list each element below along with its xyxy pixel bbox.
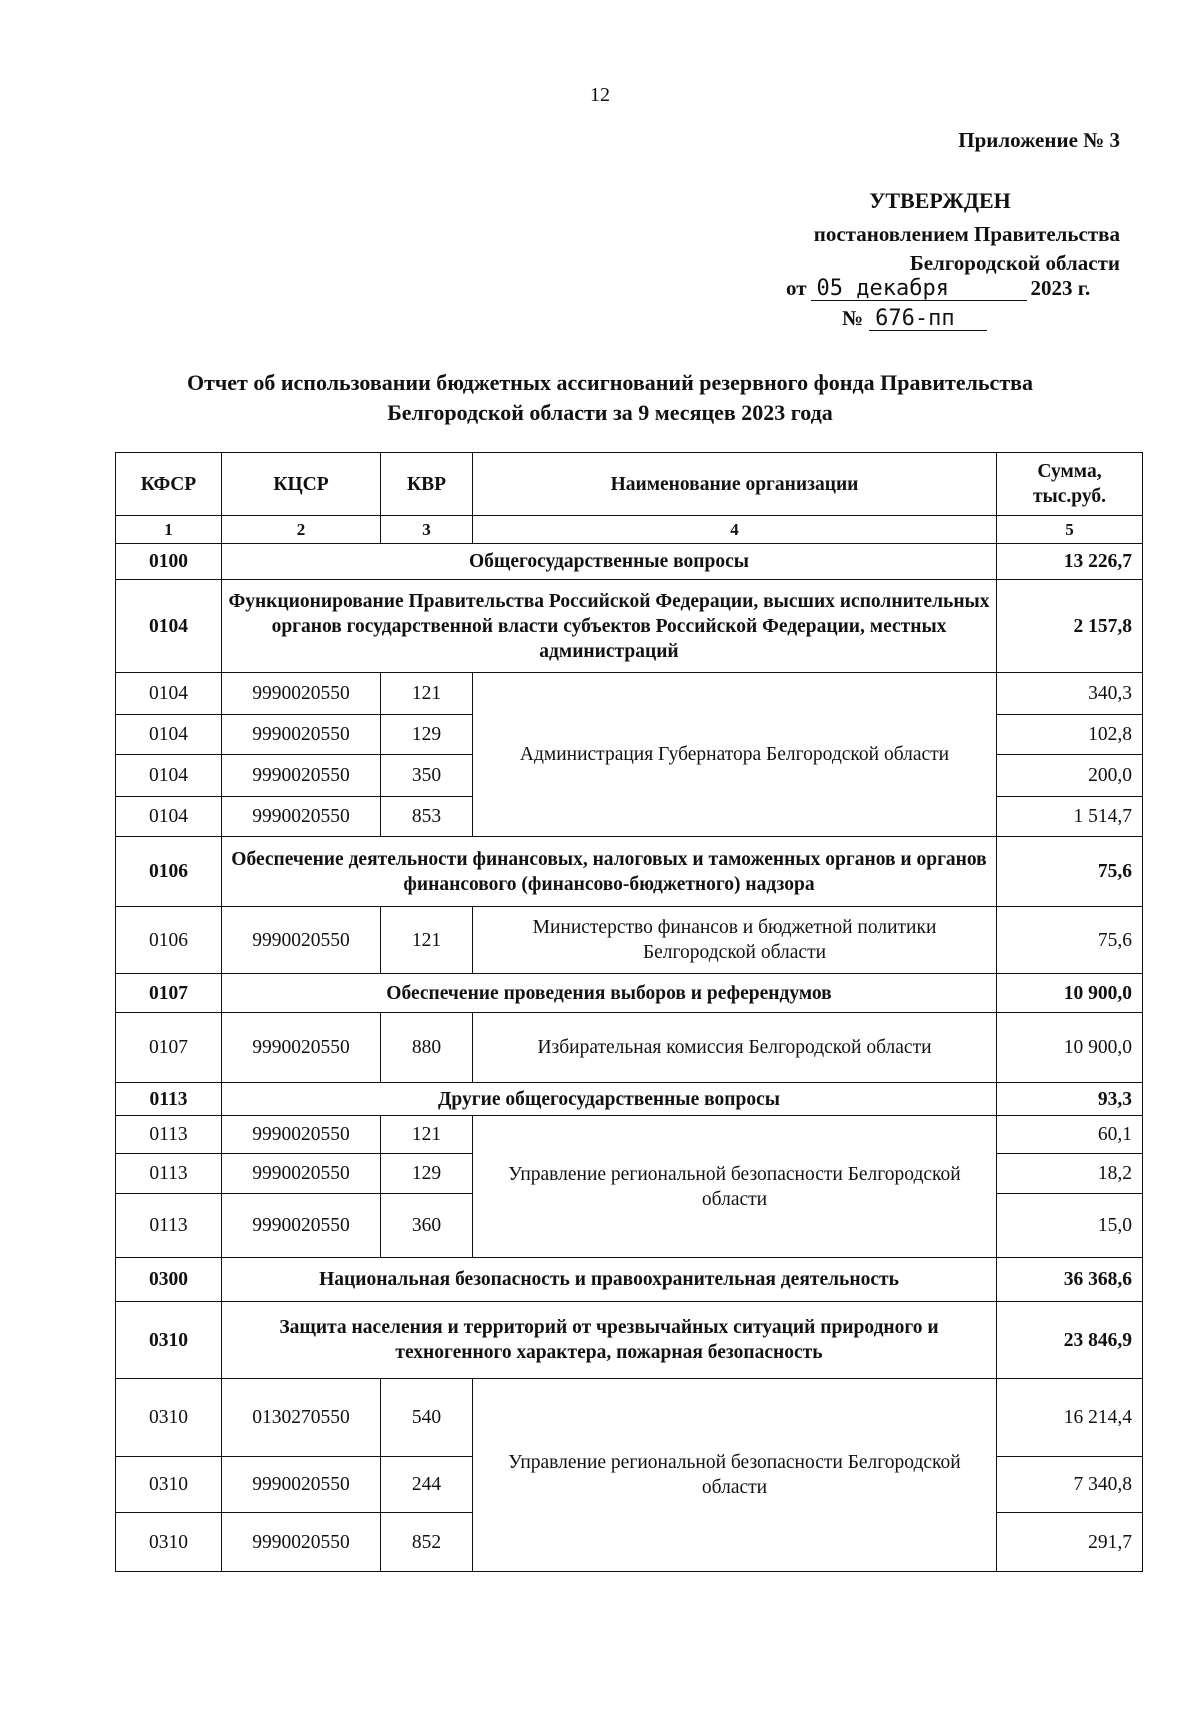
cell-kvr: 121	[381, 907, 473, 974]
appendix-label: Приложение № 3	[958, 128, 1120, 152]
cell-kfsr: 0104	[116, 673, 222, 715]
cell-kvr: 121	[381, 1116, 473, 1154]
cell-kcsr: 9990020550	[222, 1013, 381, 1083]
cell-organization: Управление региональной безопасности Белгородской области	[473, 1116, 997, 1258]
table-row	[116, 1379, 1143, 1457]
cell-organization: Администрация Губернатора Белгородской области	[473, 673, 997, 837]
cell-kfsr: 0113	[116, 1116, 222, 1154]
cell-kcsr: 9990020550	[222, 1116, 381, 1154]
cell-kvr: 852	[381, 1513, 473, 1572]
table-row	[116, 907, 1143, 974]
cell-sum: 1 514,7	[997, 797, 1143, 837]
cell-organization: Избирательная комиссия Белгородской области	[473, 1013, 997, 1083]
section-row	[116, 1302, 1143, 1379]
section-code: 0113	[116, 1083, 222, 1116]
table-row	[116, 1013, 1143, 1083]
section-row	[116, 544, 1143, 580]
col-number: 1	[116, 516, 222, 544]
cell-sum: 200,0	[997, 755, 1143, 797]
cell-sum: 18,2	[997, 1154, 1143, 1194]
cell-sum: 340,3	[997, 673, 1143, 715]
cell-kvr: 540	[381, 1379, 473, 1457]
date-prefix: от	[786, 276, 807, 300]
section-sum: 2 157,8	[997, 580, 1143, 673]
cell-organization: Министерство финансов и бюджетной политики Белгородской области	[473, 907, 997, 974]
cell-sum: 60,1	[997, 1116, 1143, 1154]
cell-kcsr: 9990020550	[222, 1194, 381, 1258]
section-name: Защита населения и территорий от чрезвычайных ситуаций природного и техногенного характера, пожарная безопасность	[222, 1302, 997, 1379]
col-number: 3	[381, 516, 473, 544]
cell-kfsr: 0106	[116, 907, 222, 974]
cell-kvr: 360	[381, 1194, 473, 1258]
cell-sum: 7 340,8	[997, 1457, 1143, 1513]
section-row	[116, 837, 1143, 907]
col-number: 5	[997, 516, 1143, 544]
cell-kcsr: 9990020550	[222, 755, 381, 797]
section-code: 0106	[116, 837, 222, 907]
cell-sum: 75,6	[997, 907, 1143, 974]
header-kvr: КВР	[381, 453, 473, 516]
cell-kcsr: 9990020550	[222, 1457, 381, 1513]
cell-kvr: 244	[381, 1457, 473, 1513]
cell-kfsr: 0310	[116, 1379, 222, 1457]
section-sum: 36 368,6	[997, 1258, 1143, 1302]
cell-kfsr: 0113	[116, 1154, 222, 1194]
section-name: Обеспечение деятельности финансовых, налоговых и таможенных органов и органов финансового (финансово-бюджетного) надзора	[222, 837, 997, 907]
cell-sum: 15,0	[997, 1194, 1143, 1258]
approved-heading: УТВЕРЖДЕН	[869, 188, 1011, 213]
section-sum: 10 900,0	[997, 974, 1143, 1013]
cell-kcsr: 9990020550	[222, 907, 381, 974]
section-code: 0300	[116, 1258, 222, 1302]
cell-kvr: 853	[381, 797, 473, 837]
decree-line-2: Белгородской области	[909, 251, 1120, 275]
cell-kvr: 350	[381, 755, 473, 797]
section-code: 0104	[116, 580, 222, 673]
cell-kcsr: 9990020550	[222, 673, 381, 715]
cell-kfsr: 0113	[116, 1194, 222, 1258]
decree-date: 05 декабря	[811, 278, 1027, 301]
section-sum: 13 226,7	[997, 544, 1143, 580]
cell-kcsr: 9990020550	[222, 1513, 381, 1572]
cell-kfsr: 0104	[116, 715, 222, 755]
cell-kfsr: 0310	[116, 1513, 222, 1572]
cell-kfsr: 0104	[116, 755, 222, 797]
section-code: 0310	[116, 1302, 222, 1379]
section-code: 0100	[116, 544, 222, 580]
section-row	[116, 1083, 1143, 1116]
cell-kfsr: 0310	[116, 1457, 222, 1513]
table-row	[116, 673, 1143, 715]
cell-kfsr: 0104	[116, 797, 222, 837]
col-number: 2	[222, 516, 381, 544]
cell-kcsr: 0130270550	[222, 1379, 381, 1457]
header-sum: Сумма, тыс.руб.	[997, 453, 1143, 516]
cell-kcsr: 9990020550	[222, 1154, 381, 1194]
header-organization: Наименование организации	[473, 453, 997, 516]
section-code: 0107	[116, 974, 222, 1013]
cell-kvr: 129	[381, 715, 473, 755]
table-row	[116, 1116, 1143, 1154]
section-row	[116, 1258, 1143, 1302]
section-name: Национальная безопасность и правоохранительная деятельность	[222, 1258, 997, 1302]
cell-sum: 10 900,0	[997, 1013, 1143, 1083]
report-table	[115, 452, 1143, 1572]
column-number-row	[116, 516, 1143, 544]
section-row	[116, 580, 1143, 673]
section-sum: 75,6	[997, 837, 1143, 907]
decree-number: 676-пп	[869, 308, 987, 331]
section-name: Другие общегосударственные вопросы	[222, 1083, 997, 1116]
section-sum: 93,3	[997, 1083, 1143, 1116]
header-kfsr: КФСР	[116, 453, 222, 516]
decree-year: 2023 г.	[1030, 276, 1091, 300]
col-number: 4	[473, 516, 997, 544]
cell-sum: 291,7	[997, 1513, 1143, 1572]
page-number: 12	[590, 84, 610, 106]
cell-sum: 16 214,4	[997, 1379, 1143, 1457]
section-name: Функционирование Правительства Российской Федерации, высших исполнительных органов государственной власти субъектов Российской Федерации, местных администраций	[222, 580, 997, 673]
cell-kvr: 129	[381, 1154, 473, 1194]
section-name: Обеспечение проведения выборов и референдумов	[222, 974, 997, 1013]
decree-date-line	[786, 276, 1090, 301]
number-prefix: №	[842, 306, 864, 330]
cell-sum: 102,8	[997, 715, 1143, 755]
header-kcsr: КЦСР	[222, 453, 381, 516]
cell-kvr: 121	[381, 673, 473, 715]
cell-kvr: 880	[381, 1013, 473, 1083]
decree-line-1: постановлением Правительства	[813, 222, 1120, 246]
decree-number-line	[842, 306, 987, 331]
cell-kcsr: 9990020550	[222, 715, 381, 755]
section-sum: 23 846,9	[997, 1302, 1143, 1379]
table-header-row	[116, 453, 1143, 516]
section-name: Общегосударственные вопросы	[222, 544, 997, 580]
cell-kcsr: 9990020550	[222, 797, 381, 837]
section-row	[116, 974, 1143, 1013]
cell-organization: Управление региональной безопасности Белгородской области	[473, 1379, 997, 1572]
cell-kfsr: 0107	[116, 1013, 222, 1083]
document-title: Отчет об использовании бюджетных ассигнований резервного фонда Правительства Белгородской области за 9 месяцев 2023 года	[186, 370, 1034, 425]
